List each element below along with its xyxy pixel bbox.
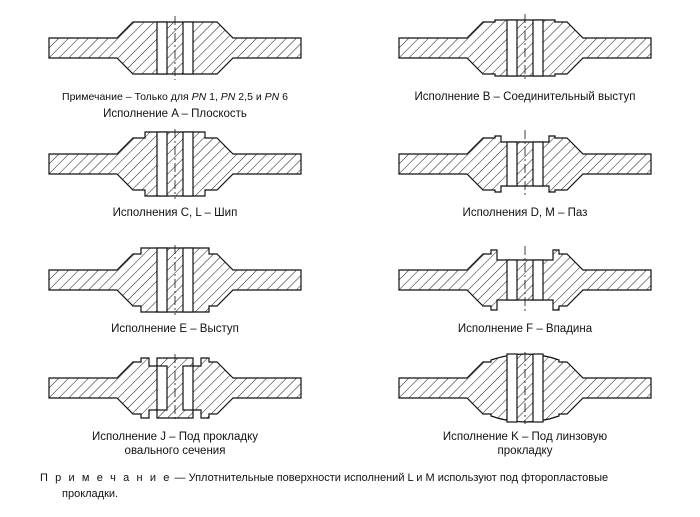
flange-d-m-caption-line1: Исполнения D, M – Паз [462,207,588,219]
flange-e-caption-line1: Исполнение E – Выступ [111,323,239,335]
flange-b-drawing [350,12,700,88]
flange-b-caption [350,90,700,104]
footnote-lead: П р и м е ч а н и е [40,472,172,484]
flange-j-drawing [0,352,350,428]
flange-k-drawing [350,352,700,428]
flange-j-caption-line1: Исполнение J – Под прокладку [92,431,258,443]
flange-a-caption-line1: Исполнение A – Плоскость [103,108,247,120]
flange-k-caption-line2: прокладку [497,445,553,457]
flange-a-note: Примечание – Только для PN 1, PN 2,5 и PN 6 [62,91,288,103]
flange-a-drawing [0,12,350,88]
flange-c-l-drawing [0,128,350,204]
flange-f-caption [350,322,700,336]
flange-e-drawing [0,244,350,320]
flange-k-caption [350,430,700,458]
flange-f-caption-line1: Исполнение F – Впадина [457,323,593,335]
footnote-text: Уплотнительные поверхности исполнений L и M используют под фторопластовые [188,472,609,484]
figure-cell-flange-a [0,12,350,127]
flange-b-caption-line1: Исполнение B – Соединительный выступ [414,91,636,103]
figure-cell-flange-f [350,244,700,359]
figure-cell-flange-d-m [350,128,700,243]
footnote-dash: — [174,472,186,484]
flange-d-m-drawing [350,128,700,204]
figure-cell-flange-b [350,12,700,127]
flange-a-caption [0,90,350,121]
footnote [40,470,670,502]
flange-d-m-caption [350,206,700,220]
flange-c-l-caption [0,206,350,220]
figure-cell-flange-k [350,352,700,467]
flange-j-caption [0,430,350,458]
figure-cell-flange-e [0,244,350,359]
figure-cell-flange-c-l [0,128,350,243]
flange-c-l-caption-line1: Исполнения C, L – Шип [112,207,238,219]
flange-e-caption [0,322,350,336]
flange-k-caption-line1: Исполнение K – Под линзовую [442,431,608,443]
flange-f-drawing [350,244,700,320]
figure-cell-flange-j [0,352,350,467]
footnote-line2: прокладки. [62,488,119,500]
flange-j-caption-line2: овального сечения [124,445,226,457]
